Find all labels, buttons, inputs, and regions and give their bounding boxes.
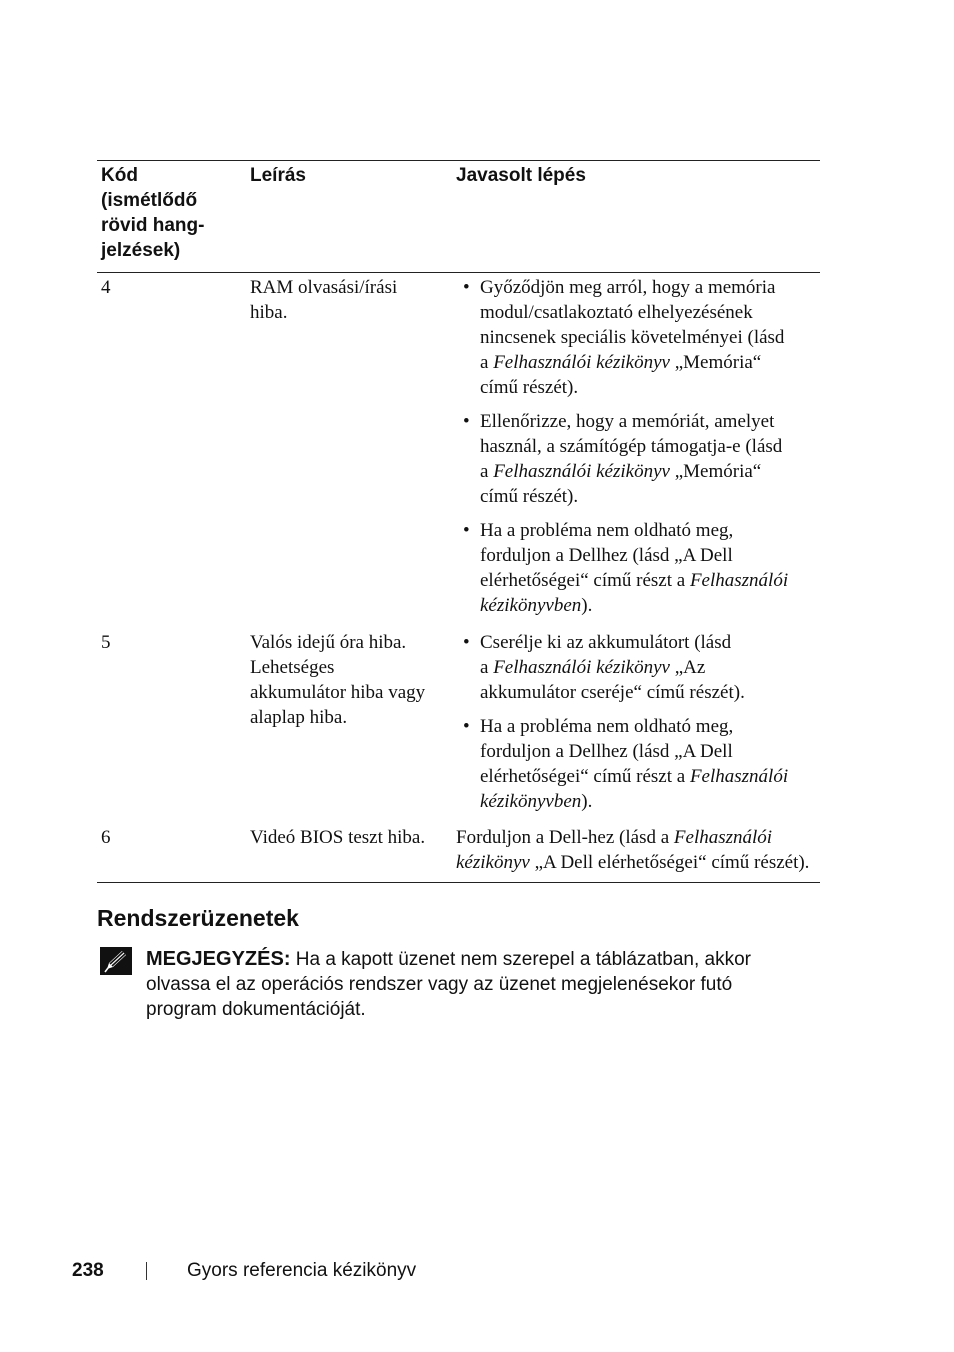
text-line xyxy=(480,409,820,434)
text: elérhetőségei“ című részt a xyxy=(480,570,690,591)
italic-text: kézikönyv xyxy=(456,852,530,873)
header-code-line: rövid hang- xyxy=(101,215,205,236)
text-line xyxy=(480,275,820,300)
text: Forduljon a Dell-hez (lásd a xyxy=(456,827,674,848)
text-line xyxy=(480,350,820,375)
action-bullet xyxy=(463,714,820,814)
text-line xyxy=(480,543,820,568)
bullet-icon: • xyxy=(463,716,470,737)
header-code-line: Kód xyxy=(101,165,138,186)
note-label: MEGJEGYZÉS: xyxy=(146,948,291,970)
row-code: 5 xyxy=(101,632,111,653)
note-line: program dokumentációját. xyxy=(146,999,366,1020)
bullet-icon: • xyxy=(463,277,470,298)
italic-text: kézikönyvben xyxy=(480,595,582,616)
italic-text: Felhasználói xyxy=(689,570,789,591)
description-line: Valós idejű óra hiba. xyxy=(250,632,407,653)
action-bullet xyxy=(463,518,820,618)
text: „Memória“ xyxy=(669,352,762,373)
text: a xyxy=(480,461,494,482)
header-action: Javasolt lépés xyxy=(456,165,586,186)
italic-text: kézikönyvben xyxy=(480,791,582,812)
section-heading: Rendszerüzenetek xyxy=(97,905,299,931)
text: a xyxy=(480,657,494,678)
footer-title: Gyors referencia kézikönyv xyxy=(187,1260,417,1281)
row-action xyxy=(456,825,820,875)
bullet-icon: • xyxy=(463,520,470,541)
text-line xyxy=(480,325,820,350)
row-code: 4 xyxy=(101,277,111,298)
text: akkumulátor cseréje“ című részét). xyxy=(480,682,745,703)
row-description: Videó BIOS teszt hiba. xyxy=(250,827,426,848)
text-line xyxy=(480,655,820,680)
italic-text: Felhasználói kézikönyv xyxy=(493,461,670,482)
note-line xyxy=(146,947,826,972)
text: modul/csatlakoztató elhelyezésének xyxy=(480,302,753,323)
bullet-icon: • xyxy=(463,632,470,653)
text-line xyxy=(480,764,820,789)
action-bullet xyxy=(463,630,820,705)
text: Győződjön meg arról, hogy a memória xyxy=(480,277,776,298)
text: című részét). xyxy=(480,377,579,398)
pencil-note-icon xyxy=(100,947,132,975)
table-bottom-rule xyxy=(97,882,820,883)
description-line: alaplap hiba. xyxy=(250,707,348,728)
table-top-rule xyxy=(97,160,820,161)
text-line xyxy=(480,630,820,655)
text: használ, a számítógép támogatja-e (lásd xyxy=(480,436,783,457)
italic-text: Felhasználói xyxy=(689,766,789,787)
footer-divider xyxy=(146,1262,147,1280)
header-code-line: (ismétlődő xyxy=(101,190,198,211)
text: Cserélje ki az akkumulátort (lásd xyxy=(480,632,732,653)
bullet-icon: • xyxy=(463,411,470,432)
text-line xyxy=(480,300,820,325)
text-line xyxy=(480,434,820,459)
header-code-line: jelzések) xyxy=(101,240,181,261)
italic-text: Felhasználói xyxy=(673,827,773,848)
text-line xyxy=(480,375,820,400)
text-line xyxy=(456,825,820,850)
text-line xyxy=(480,680,820,705)
italic-text: Felhasználói kézikönyv xyxy=(493,352,670,373)
text-line xyxy=(480,593,820,618)
note-text: Ha a kapott üzenet nem szerepel a táblázatban, akkor xyxy=(290,949,751,970)
row-code: 6 xyxy=(101,827,111,848)
text: című részét). xyxy=(480,486,579,507)
page-number: 238 xyxy=(72,1260,104,1281)
text-line xyxy=(480,459,820,484)
text-line xyxy=(480,714,820,739)
text: elérhetőségei“ című részt a xyxy=(480,766,690,787)
italic-text: Felhasználói kézikönyv xyxy=(493,657,670,678)
text: „Az xyxy=(669,657,706,678)
text-line xyxy=(480,484,820,509)
text: ). xyxy=(581,791,593,812)
text-line xyxy=(480,568,820,593)
description-line: hiba. xyxy=(250,302,288,323)
action-bullet xyxy=(463,275,820,400)
text: „Memória“ xyxy=(669,461,762,482)
description-line: RAM olvasási/írási xyxy=(250,277,398,298)
action-bullet xyxy=(463,409,820,509)
header-description: Leírás xyxy=(250,165,306,186)
text: forduljon a Dellhez (lásd „A Dell xyxy=(480,545,733,566)
description-line: Lehetséges xyxy=(250,657,335,678)
description-line: akkumulátor hiba vagy xyxy=(250,682,426,703)
text: „A Dell elérhetőségei“ című részét). xyxy=(529,852,810,873)
table-header-rule xyxy=(97,272,820,273)
text: Ellenőrizze, hogy a memóriát, amelyet xyxy=(480,411,775,432)
text-line xyxy=(456,850,820,875)
note-paragraph xyxy=(146,947,826,1022)
header-code xyxy=(101,163,204,263)
text: forduljon a Dellhez (lásd „A Dell xyxy=(480,741,733,762)
text: a xyxy=(480,352,494,373)
row-description xyxy=(250,630,425,730)
text-line xyxy=(480,518,820,543)
note-line: olvassa el az operációs rendszer vagy az üzenet megjelenésekor futó xyxy=(146,974,733,995)
text: Ha a probléma nem oldható meg, xyxy=(480,520,734,541)
row-description xyxy=(250,275,397,325)
text: Ha a probléma nem oldható meg, xyxy=(480,716,734,737)
text-line xyxy=(480,739,820,764)
text: ). xyxy=(581,595,593,616)
text: nincsenek speciális követelményei (lásd xyxy=(480,327,785,348)
text-line xyxy=(480,789,820,814)
